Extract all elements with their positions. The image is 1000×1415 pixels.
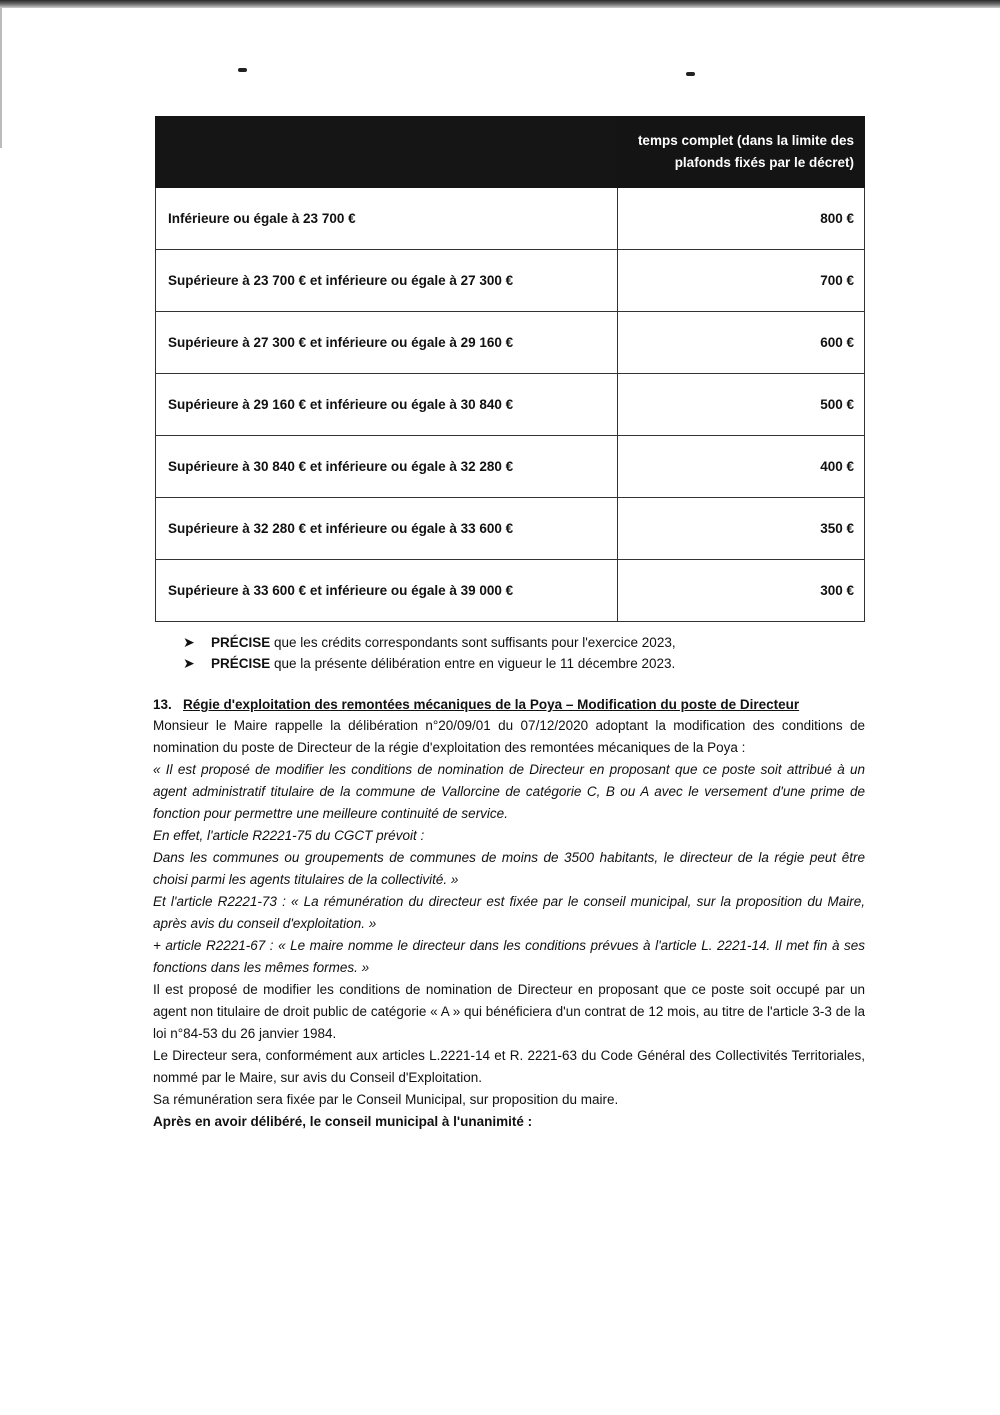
salary-range-cell: Supérieure à 29 160 € et inférieure ou égale à 30 840 € <box>156 374 618 436</box>
bullet-item <box>183 653 676 674</box>
scan-speck <box>686 72 695 76</box>
quoted-text: Dans les communes ou groupements de communes de moins de 3500 habitants, le directeur de la régie peut être choisi parmi les agents titulaires de la collectivité. » <box>153 850 865 887</box>
salary-range-cell: Supérieure à 32 280 € et inférieure ou égale à 33 600 € <box>156 498 618 560</box>
table-row <box>156 560 865 622</box>
bonus-amount-cell: 400 € <box>618 436 865 498</box>
quoted-text: « Il est proposé de modifier les conditions de nomination de Directeur en proposant que ce poste soit attribué à un agent administratif titulaire de la commune de Vallorcine de catégorie C, B ou A avec le versement d'une prime de fonction pour permettre une meilleure continuité de service. <box>153 762 865 821</box>
bonus-amount-cell: 600 € <box>618 312 865 374</box>
section-heading <box>153 694 865 715</box>
body-paragraph: Le Directeur sera, conformément aux articles L.2221-14 et R. 2221-63 du Code Général des Collectivités Territoriales, nommé par le Maire, sur avis du Conseil d'Exploitation. <box>153 1048 865 1085</box>
bullet-text: que les crédits correspondants sont suffisants pour l'exercice 2023, <box>270 635 676 650</box>
section-13 <box>153 694 865 1133</box>
quoted-text: + article R2221-67 : « Le maire nomme le directeur dans les conditions prévues à l'article L. 2221-14. Il met fin à ses fonctions dans les mêmes formes. » <box>153 938 865 975</box>
salary-range-cell: Supérieure à 33 600 € et inférieure ou égale à 39 000 € <box>156 560 618 622</box>
bonus-amount-cell: 700 € <box>618 250 865 312</box>
table-header-cell: temps complet (dans la limite des plafonds fixés par le décret) <box>618 117 865 188</box>
bullet-item <box>183 632 676 653</box>
arrow-bullet-icon: ➤ <box>183 634 195 650</box>
scan-speck <box>238 68 247 72</box>
bullet-keyword: PRÉCISE <box>211 635 271 650</box>
decision-bullets <box>183 632 676 674</box>
table-header-empty-cell <box>156 117 618 188</box>
table-row <box>156 188 865 250</box>
quoted-text: En effet, l'article R2221-75 du CGCT prévoit : <box>153 828 425 843</box>
salary-range-cell: Supérieure à 27 300 € et inférieure ou égale à 29 160 € <box>156 312 618 374</box>
salary-range-cell: Supérieure à 30 840 € et inférieure ou égale à 32 280 € <box>156 436 618 498</box>
table-header-row <box>156 117 865 188</box>
table-row <box>156 436 865 498</box>
bullet-text: que la présente délibération entre en vigueur le 11 décembre 2023. <box>270 656 676 671</box>
table-row <box>156 250 865 312</box>
bonus-amount-cell: 350 € <box>618 498 865 560</box>
scan-edge-left <box>0 8 2 148</box>
salary-range-cell: Inférieure ou égale à 23 700 € <box>156 188 618 250</box>
quoted-text: Et l'article R2221-73 : « La rémunération du directeur est fixée par le conseil municipal, sur la proposition du Maire, après avis du conseil d'exploitation. » <box>153 894 865 931</box>
arrow-bullet-icon: ➤ <box>183 655 195 671</box>
table-row <box>156 312 865 374</box>
bonus-amount-cell: 800 € <box>618 188 865 250</box>
conclusion-line: Après en avoir délibéré, le conseil municipal à l'unanimité : <box>153 1114 533 1129</box>
table-row <box>156 374 865 436</box>
body-paragraph: Sa rémunération sera fixée par le Conseil Municipal, sur proposition du maire. <box>153 1092 619 1107</box>
bonus-amount-cell: 500 € <box>618 374 865 436</box>
scan-edge-top <box>0 0 1000 8</box>
section-number: 13. <box>153 697 172 712</box>
bonus-amount-cell: 300 € <box>618 560 865 622</box>
intro-paragraph: Monsieur le Maire rappelle la délibération n°20/09/01 du 07/12/2020 adoptant la modification des conditions de nomination du poste de Directeur de la régie d'exploitation des remontées mécaniques de la Poya : <box>153 718 865 755</box>
table-row <box>156 498 865 560</box>
body-paragraph: Il est proposé de modifier les conditions de nomination de Directeur en proposant que ce poste soit occupé par un agent non titulaire de droit public de catégorie « A » qui bénéficiera d'un contrat de 12 mois, au titre de l'article 3-3 de la loi n°84-53 du 26 janvier 1984. <box>153 982 865 1041</box>
salary-range-cell: Supérieure à 23 700 € et inférieure ou égale à 27 300 € <box>156 250 618 312</box>
section-title: Régie d'exploitation des remontées mécaniques de la Poya – Modification du poste de Directeur <box>183 697 800 712</box>
bullet-keyword: PRÉCISE <box>211 656 271 671</box>
salary-bonus-table <box>155 116 865 622</box>
